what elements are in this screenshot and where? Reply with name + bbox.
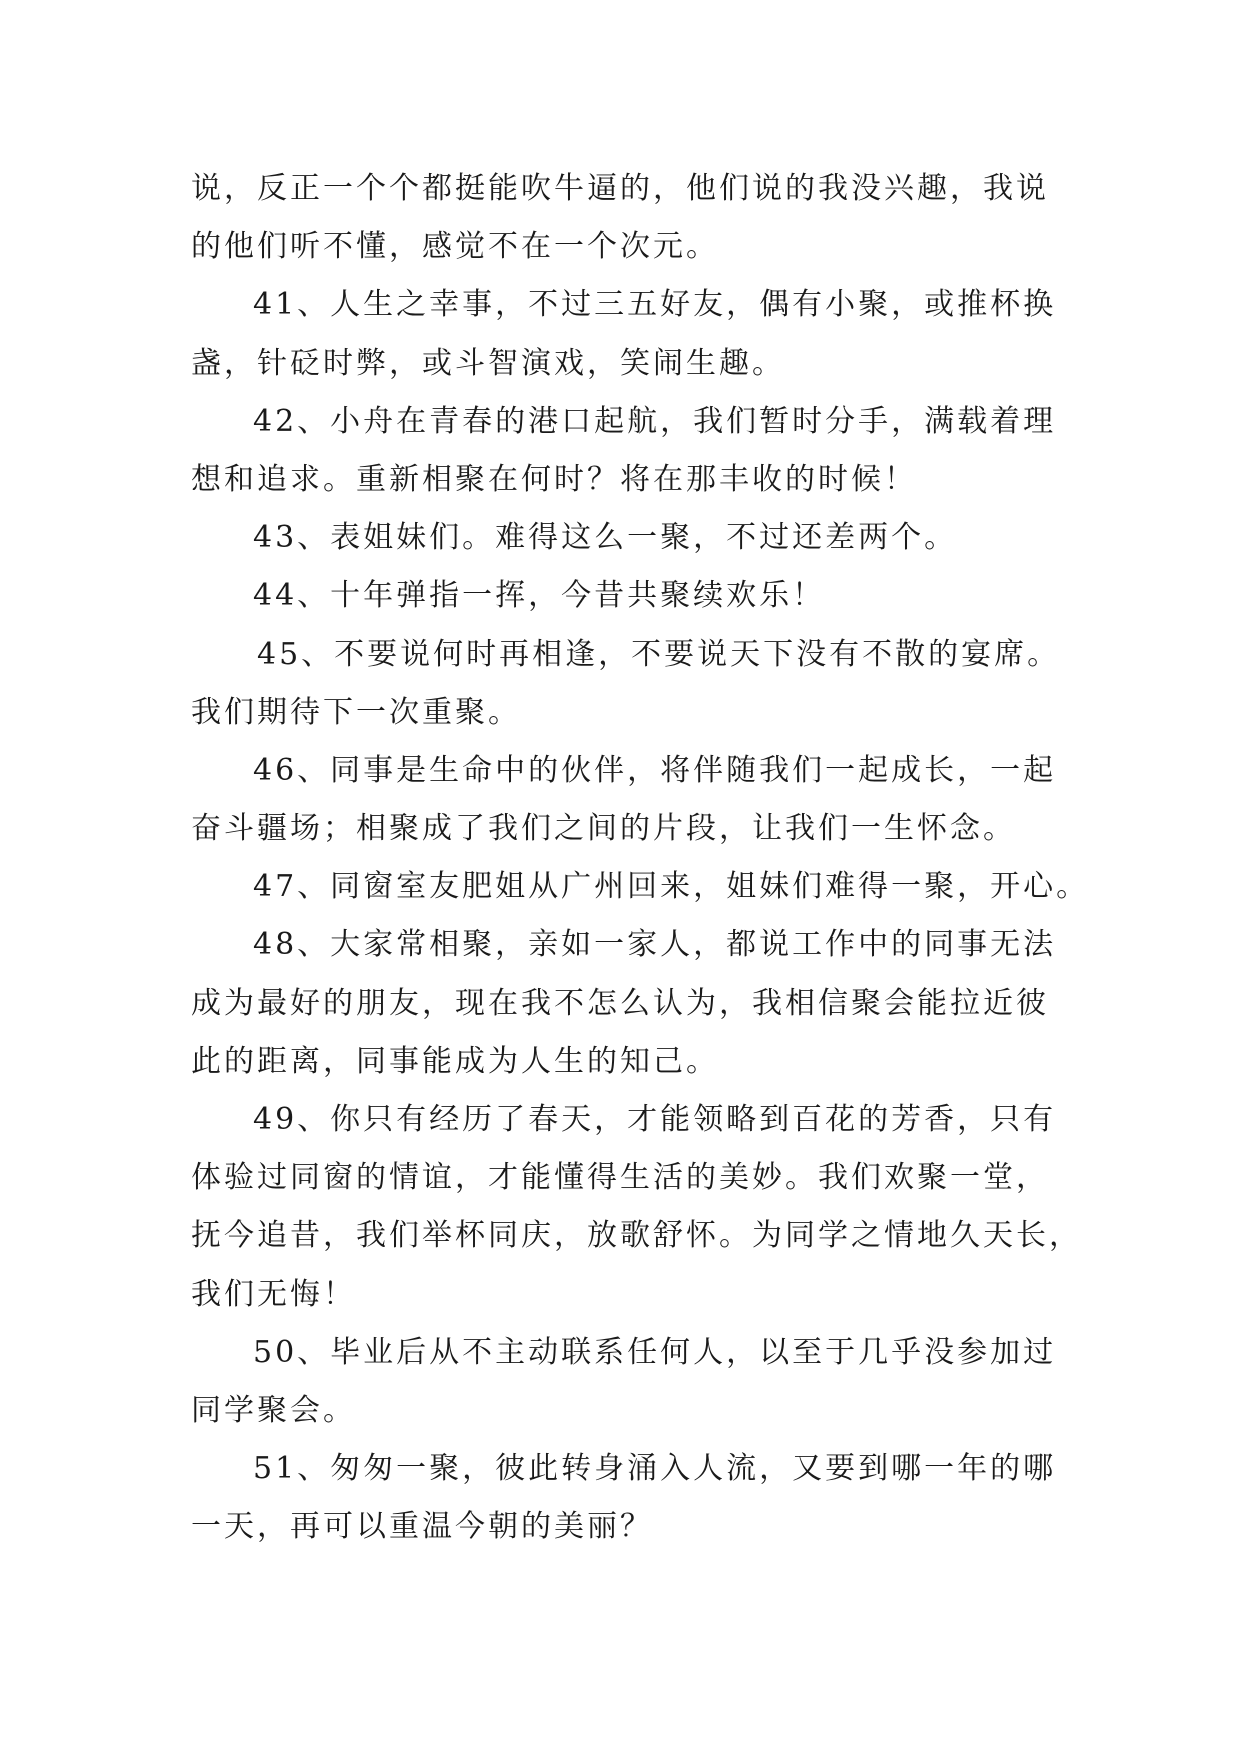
text-line: 41、人生之幸事，不过三五好友，偶有小聚，或推杯换 [253, 287, 1057, 323]
text-line: 一天，再可以重温今朝的美丽？ [191, 1509, 653, 1545]
text-line: 想和追求。重新相聚在何时？将在那丰收的时候！ [191, 461, 917, 497]
text-line: 此的距离，同事能成为人生的知己。 [191, 1043, 719, 1079]
text-line: 奋斗疆场；相聚成了我们之间的片段，让我们一生怀念。 [191, 811, 1016, 847]
text-line: 成为最好的朋友，现在我不怎么认为，我相信聚会能拉近彼 [191, 985, 1049, 1021]
text-line: 43、表姐妹们。难得这么一聚，不过还差两个。 [253, 520, 958, 556]
text-line: 我们无悔！ [191, 1276, 356, 1312]
text-line: 盏，针砭时弊，或斗智演戏，笑闹生趣。 [191, 345, 785, 381]
text-line: 51、匆匆一聚，彼此转身涌入人流，又要到哪一年的哪 [253, 1451, 1057, 1487]
text-line: 47、同窗室友肥姐从广州回来，姐妹们难得一聚，开心。 [253, 869, 1090, 905]
text-line: 48、大家常相聚，亲如一家人，都说工作中的同事无法 [253, 927, 1057, 963]
text-line: 45、不要说何时再相逢，不要说天下没有不散的宴席。 [257, 636, 1061, 672]
text-line: 46、同事是生命中的伙伴，将伴随我们一起成长，一起 [253, 752, 1057, 788]
text-line: 我们期待下一次重聚。 [191, 694, 521, 730]
text-line: 42、小舟在青春的港口起航，我们暂时分手，满载着理 [253, 403, 1057, 439]
text-line: 抚今追昔，我们举杯同庆，放歌舒怀。为同学之情地久天长， [191, 1218, 1082, 1254]
text-line: 同学聚会。 [191, 1392, 356, 1428]
text-line: 44、十年弹指一挥，今昔共聚续欢乐！ [253, 578, 826, 614]
text-line: 体验过同窗的情谊，才能懂得生活的美妙。我们欢聚一堂， [191, 1160, 1049, 1196]
document-body [191, 160, 1090, 1557]
text-line: 说，反正一个个都挺能吹牛逼的，他们说的我没兴趣，我说 [191, 171, 1049, 206]
text-line: 的他们听不懂，感觉不在一个次元。 [191, 229, 719, 265]
text-line: 50、毕业后从不主动联系任何人，以至于几乎没参加过 [253, 1334, 1057, 1370]
text-line: 49、你只有经历了春天，才能领略到百花的芳香，只有 [253, 1102, 1057, 1137]
